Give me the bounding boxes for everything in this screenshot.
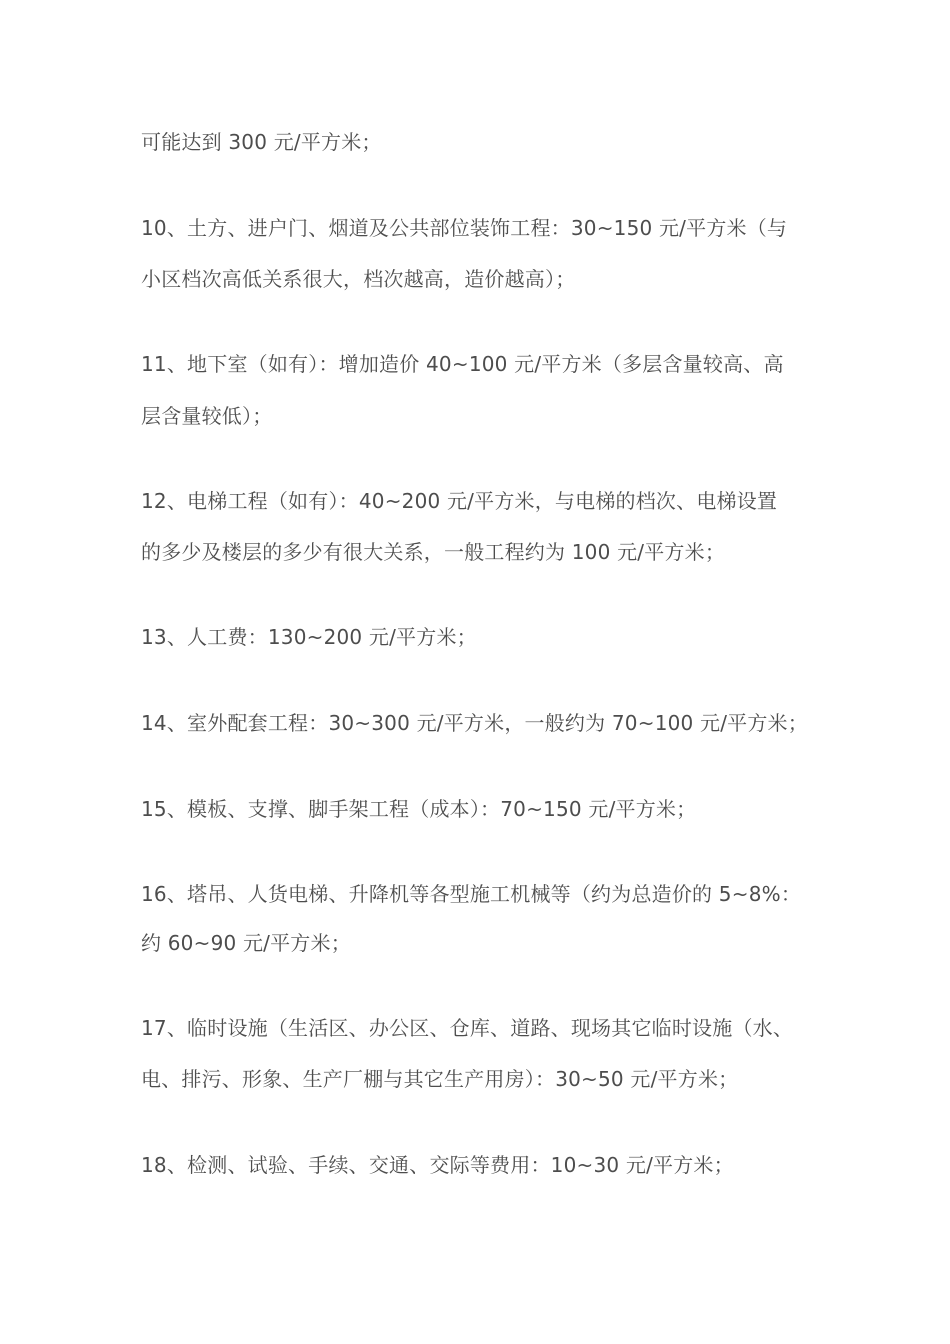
paragraph-13-line-1: 13、人工费：130~200 元/平方米；	[141, 625, 477, 649]
paragraph-10-line-1: 10、土方、进户门、烟道及公共部位装饰工程：30~150 元/平方米（与	[141, 216, 788, 240]
paragraph-14-line-1: 14、室外配套工程：30~300 元/平方米，一般约为 70~100 元/平方米；	[141, 711, 808, 735]
paragraph-12-line-2: 的多少及楼层的多少有很大关系，一般工程约为 100 元/平方米；	[141, 540, 726, 564]
paragraph-10-line-2: 小区档次高低关系很大，档次越高，造价越高）；	[141, 267, 576, 291]
paragraph-11-line-2: 层含量较低）；	[141, 404, 273, 428]
paragraph-12-line-1: 12、电梯工程（如有）：40~200 元/平方米，与电梯的档次、电梯设置	[141, 489, 778, 513]
paragraph-15-line-1: 15、模板、支撑、脚手架工程（成本）：70~150 元/平方米；	[141, 797, 697, 821]
paragraph-17-line-1: 17、临时设施（生活区、办公区、仓库、道路、现场其它临时设施（水、	[141, 1016, 794, 1040]
paragraph-0-line-1: 可能达到 300 元/平方米；	[141, 130, 382, 154]
paragraph-16-line-2: 约 60~90 元/平方米；	[141, 931, 351, 955]
paragraph-17-line-2: 电、排污、形象、生产厂棚与其它生产用房）：30~50 元/平方米；	[141, 1067, 739, 1091]
paragraph-18-line-1: 18、检测、试验、手续、交通、交际等费用：10~30 元/平方米；	[141, 1153, 734, 1177]
paragraph-11-line-1: 11、地下室（如有）：增加造价 40~100 元/平方米（多层含量较高、高	[141, 352, 784, 376]
paragraph-16-line-1: 16、塔吊、人货电梯、升降机等各型施工机械等（约为总造价的 5~8%：	[141, 882, 802, 906]
